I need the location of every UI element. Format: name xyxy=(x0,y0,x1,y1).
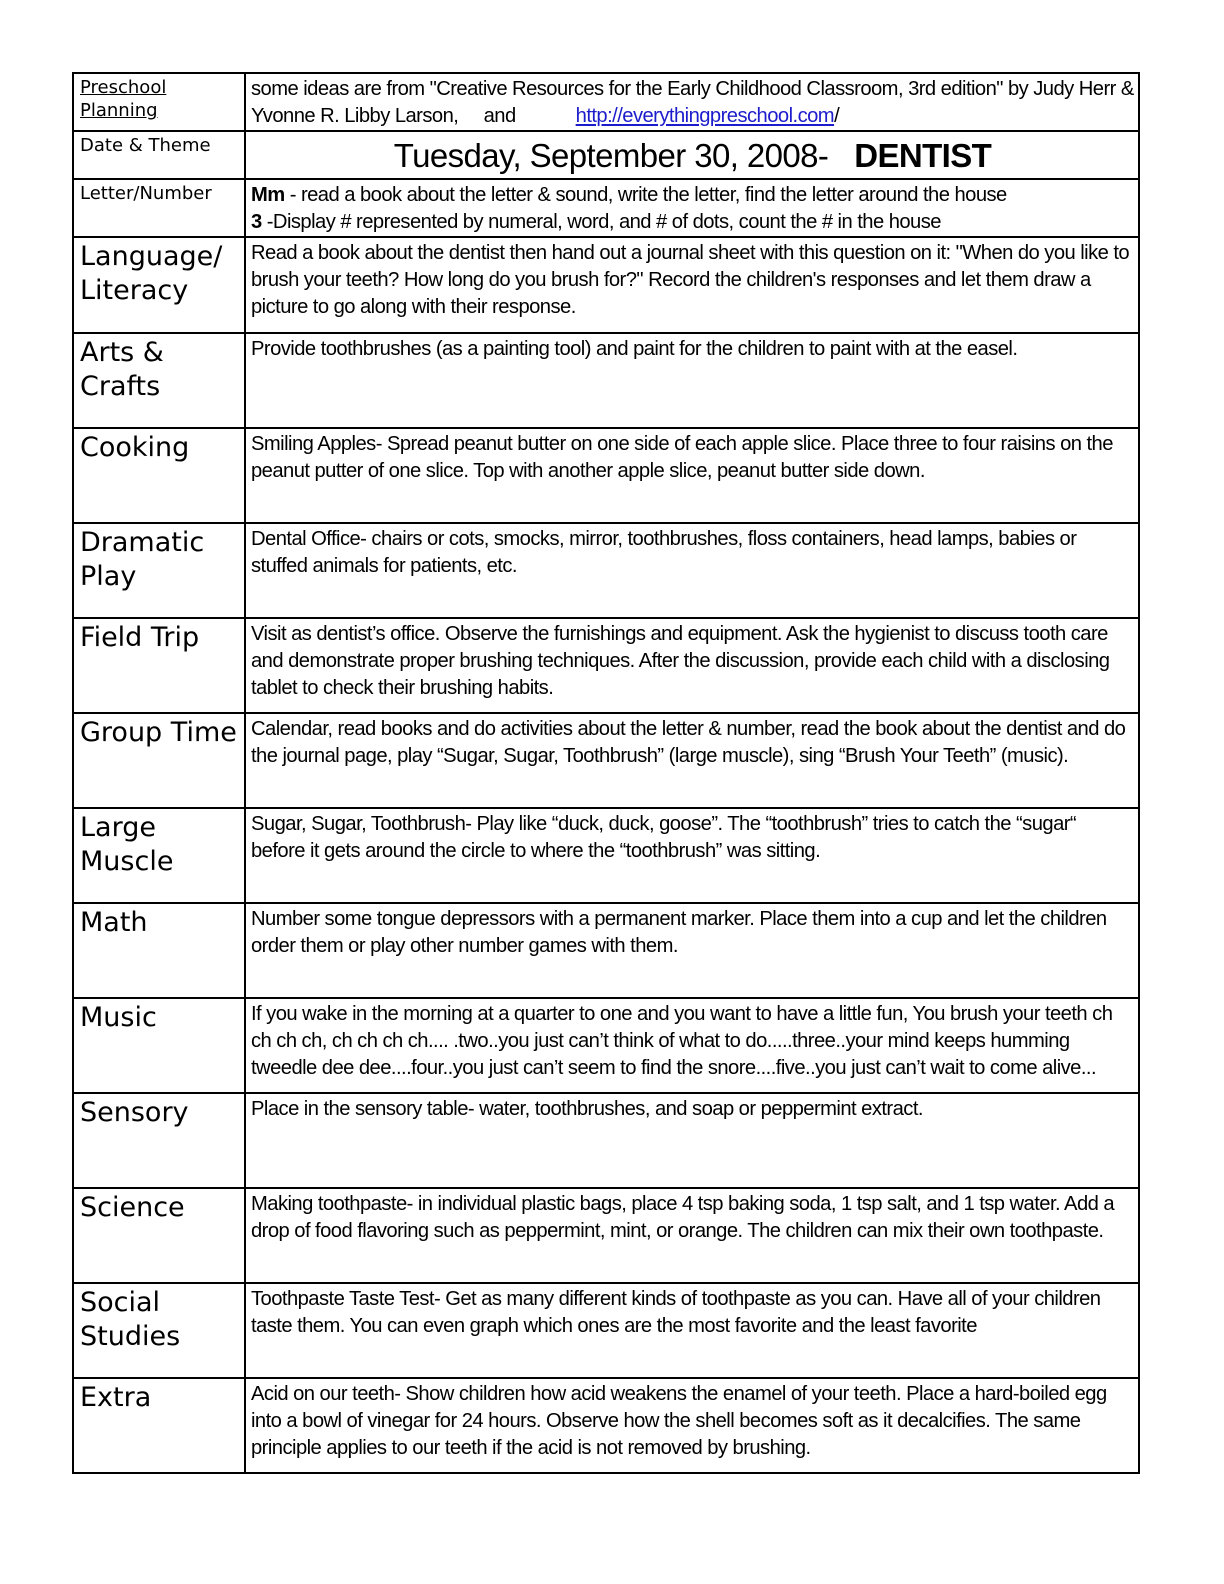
activity-label: Math xyxy=(73,903,245,998)
activity-label: Arts & Crafts xyxy=(73,333,245,428)
activity-label: Social Studies xyxy=(73,1283,245,1378)
letter-line xyxy=(251,182,1134,209)
activity-text: Place in the sensory table- water, toothbrushes, and soap or peppermint extract. xyxy=(245,1093,1139,1188)
activity-text: Read a book about the dentist then hand out a journal sheet with this question on it: "When do you like to brush your teeth? How long do you brush for?" Record the children's responses and let them draw a picture to go along with their response. xyxy=(245,237,1139,333)
activity-row xyxy=(73,713,1139,808)
activity-text: Acid on our teeth- Show children how acid weakens the enamel of your teeth. Place a hard-boiled egg into a bowl of vinegar for 24 hours. Observe how the shell becomes soft as it decalcifies. The same principle applies to our teeth if the acid is not removed by brushing. xyxy=(245,1378,1139,1473)
activity-row xyxy=(73,523,1139,618)
activity-row xyxy=(73,237,1139,333)
date-theme-label: Date & Theme xyxy=(73,131,245,179)
activity-text: Sugar, Sugar, Toothbrush- Play like “duck, duck, goose”. The “toothbrush” tries to catch the “sugar“ before it gets around the circle to where the “toothbrush” was sitting. xyxy=(245,808,1139,903)
activity-row xyxy=(73,998,1139,1093)
activity-label: Group Time xyxy=(73,713,245,808)
activity-row xyxy=(73,1283,1139,1378)
letter-text: - read a book about the letter & sound, write the letter, find the letter around the house xyxy=(284,184,1007,206)
activity-text: Number some tongue depressors with a permanent marker. Place them into a cup and let the children order them or play other number games with them. xyxy=(245,903,1139,998)
letter-number-cell xyxy=(245,179,1139,237)
activity-row xyxy=(73,808,1139,903)
sources-cell xyxy=(245,73,1139,131)
date-theme-row xyxy=(73,131,1139,179)
activity-row xyxy=(73,1093,1139,1188)
activity-label: Dramatic Play xyxy=(73,523,245,618)
date-theme-cell xyxy=(245,131,1139,179)
preschool-planning-label xyxy=(73,73,245,131)
activity-label: Large Muscle xyxy=(73,808,245,903)
activity-text: Calendar, read books and do activities about the letter & number, read the book about the dentist and do the journal page, play “Sugar, Sugar, Toothbrush” (large muscle), sing “Brush Your Teeth” (music). xyxy=(245,713,1139,808)
activity-text: Visit as dentist’s office. Observe the furnishings and equipment. Ask the hygienist to discuss tooth care and demonstrate proper brushing techniques. After the discussion, provide each child with a disclosing tablet to check their brushing habits. xyxy=(245,618,1139,713)
letter-number-label: Letter/Number xyxy=(73,179,245,237)
activity-text: If you wake in the morning at a quarter to one and you want to have a little fun, You brush your teeth ch ch ch ch, ch ch ch ch.... .two..you just can’t think of what to do.....three..your mind keeps humming tweedle dee dee....four..you just can’t seem to find the snore....five..you just can’t wait to come alive... xyxy=(245,998,1139,1093)
everythingpreschool-link[interactable]: http://everythingpreschool.com xyxy=(575,105,835,127)
planning-table xyxy=(72,72,1140,1474)
activity-label: Extra xyxy=(73,1378,245,1473)
date-text: Tuesday, September 30, 2008- xyxy=(393,137,829,174)
activity-text: Smiling Apples- Spread peanut butter on one side of each apple slice. Place three to four raisins on the peanut putter of one slice. Top with another apple slice, peanut butter side down. xyxy=(245,428,1139,523)
activity-label: Music xyxy=(73,998,245,1093)
activity-text: Dental Office- chairs or cots, smocks, mirror, toothbrushes, floss containers, head lamps, babies or stuffed animals for patients, etc. xyxy=(245,523,1139,618)
letter-number-row xyxy=(73,179,1139,237)
activity-label: Science xyxy=(73,1188,245,1283)
activity-row xyxy=(73,333,1139,428)
activity-label: Language/ Literacy xyxy=(73,237,245,333)
activity-row xyxy=(73,903,1139,998)
activity-label: Sensory xyxy=(73,1093,245,1188)
theme-text: DENTIST xyxy=(854,137,992,174)
sources-line1: some ideas are from "Creative Resources for the Early Childhood Classroom, 3rd edition" by Judy Herr & xyxy=(251,78,1134,100)
number-bold: 3 xyxy=(251,211,262,233)
activity-row xyxy=(73,1378,1139,1473)
activity-row xyxy=(73,428,1139,523)
activity-text: Provide toothbrushes (as a painting tool) and paint for the children to paint with at the easel. xyxy=(245,333,1139,428)
activity-text: Making toothpaste- in individual plastic bags, place 4 tsp baking soda, 1 tsp salt, and 1 tsp water. Add a drop of food flavoring such as peppermint, mint, or orange. The children can mix their own toothpaste. xyxy=(245,1188,1139,1283)
number-text: -Display # represented by numeral, word, and # of dots, count the # in the house xyxy=(261,211,941,233)
number-line xyxy=(251,209,1134,236)
link-suffix: / xyxy=(834,105,840,127)
activity-row xyxy=(73,1188,1139,1283)
sources-line2 xyxy=(251,103,1134,130)
activity-row xyxy=(73,618,1139,713)
letter-bold: Mm xyxy=(251,184,285,206)
activity-text: Toothpaste Taste Test- Get as many different kinds of toothpaste as you can. Have all of your children taste them. You can even graph which ones are the most favorite and the least favorite xyxy=(245,1283,1139,1378)
preschool-planning-text: Preschool Planning xyxy=(80,77,167,121)
sources-line2-prefix: Yvonne R. Libby Larson, and xyxy=(251,105,516,127)
header-row xyxy=(73,73,1139,131)
activity-label: Field Trip xyxy=(73,618,245,713)
activity-label: Cooking xyxy=(73,428,245,523)
